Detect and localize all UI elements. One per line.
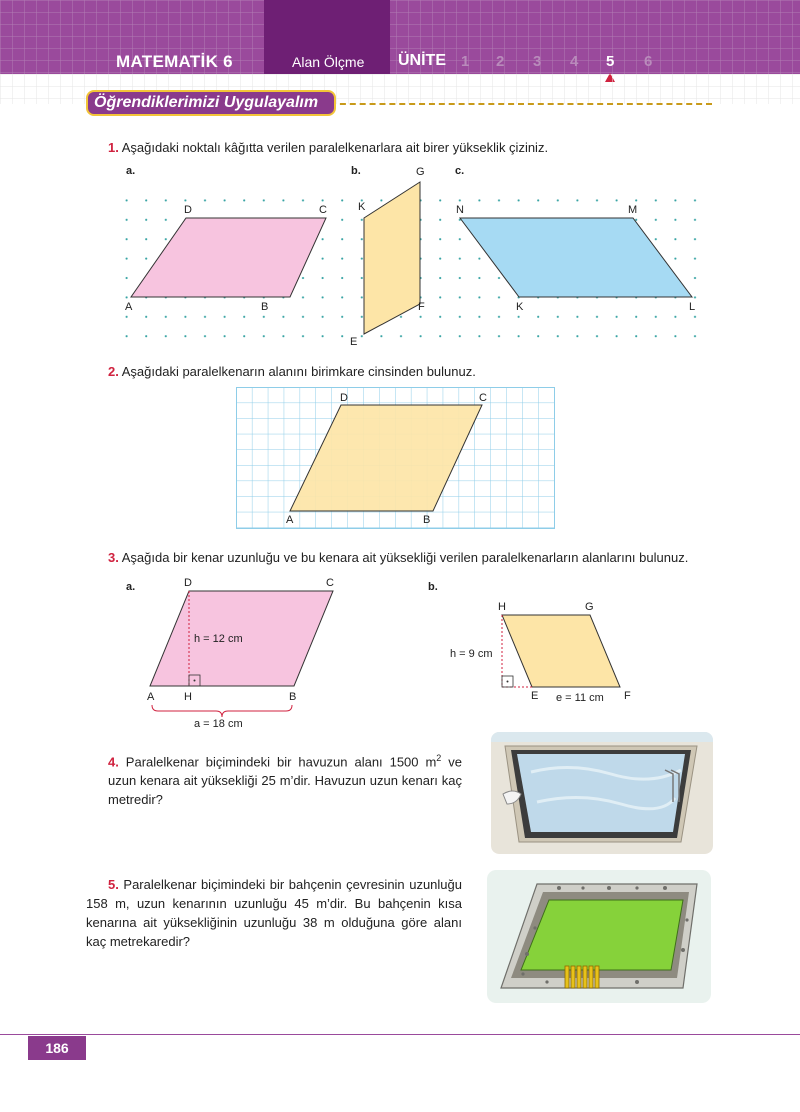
q3a-height-label: h = 12 cm (194, 633, 243, 645)
question-2-text: Aşağıdaki paralelkenarın alanını birimkare cinsinden bulunuz. (121, 364, 476, 379)
q3a-base-brace-icon (152, 705, 292, 717)
q1b-vertex-G: G (416, 166, 425, 178)
q3b-vertex-G: G (585, 601, 594, 613)
q3-part-a-label: a. (126, 581, 136, 593)
question-5-text: Paralelkenar biçimindeki bir bahçenin çevresinin uzunluğu 158 m, uzun kenarının uzunluğu 45 m’dir. Bu bahçenin kısa kenarına ait yüksekliğinin uzunluğu 38 m olduğuna göre alanı kaç metrekaredir? (86, 877, 462, 949)
q3a-vertex-D: D (184, 577, 192, 589)
q3a-vertex-A: A (147, 691, 155, 703)
unit-number-3: 3 (533, 53, 542, 70)
question-1-text: Aşağıdaki noktalı kâğıtta verilen paralelkenarlara ait birer yükseklik çiziniz. (121, 140, 549, 155)
q1a-vertex-A: A (125, 301, 133, 313)
q3a-figure (140, 585, 350, 725)
question-5-number: 5. (108, 877, 119, 892)
q1c-vertex-N: N (456, 204, 464, 216)
pool-illustration (491, 732, 713, 854)
q3b-height-label: h = 9 cm (450, 648, 493, 660)
question-4-text-part-2: ve uzun kenara ait yüksekliği 25 m’dir. Havuzun uzun kenarı kaç metredir? (108, 754, 462, 808)
q3-part-b-label: b. (428, 581, 438, 593)
page-header (0, 0, 800, 74)
q3b-figure (495, 605, 635, 695)
subject-title: MATEMATİK 6 (116, 52, 233, 71)
q1b-vertex-E: E (350, 336, 358, 348)
q1-part-c-label: c. (455, 165, 465, 177)
q3a-vertex-H: H (184, 691, 192, 703)
question-4-number: 4. (108, 754, 119, 770)
q1b-vertex-F: F (418, 301, 425, 313)
q1c-vertex-L: L (689, 301, 696, 313)
q1a-vertex-C: C (319, 204, 327, 216)
question-4 (108, 749, 462, 809)
question-1-number: 1. (108, 140, 119, 155)
q1-part-a-label: a. (126, 165, 136, 177)
q1a-vertex-B: B (261, 301, 269, 313)
question-4-superscript: 2 (436, 753, 442, 763)
q2-vertex-B: B (423, 514, 431, 526)
unit-number-4: 4 (570, 53, 579, 70)
q1c-vertex-K: K (516, 301, 524, 313)
q2-vertex-A: A (286, 514, 294, 526)
q2-vertex-D: D (340, 392, 348, 404)
unit-number-1: 1 (461, 53, 470, 70)
q3b-base-label: e = 11 cm (556, 692, 604, 704)
q3b-parallelogram (502, 615, 620, 687)
q2-square-grid (236, 387, 556, 530)
topic-title: Alan Ölçme (292, 54, 365, 70)
q1c-vertex-M: M (628, 204, 638, 216)
q3b-vertex-H: H (498, 601, 506, 613)
q1-part-b-label: b. (351, 165, 361, 177)
question-3 (108, 550, 688, 565)
unit-number-5: 5 (606, 53, 615, 70)
q2-vertex-C: C (479, 392, 487, 404)
q3a-vertex-C: C (326, 577, 334, 589)
banner-dashed-line (330, 103, 712, 105)
q3a-base-label: a = 18 cm (194, 718, 243, 730)
question-2 (108, 364, 476, 379)
footer-line (0, 1034, 800, 1035)
question-1 (108, 140, 548, 155)
q1b-vertex-K: K (358, 201, 366, 213)
unit-label: ÜNİTE (398, 52, 446, 69)
section-title: Öğrendiklerimizi Uygulayalım (94, 94, 319, 111)
unit-number-2: 2 (496, 53, 505, 70)
q1-dot-paper (100, 160, 710, 350)
question-3-text: Aşağıda bir kenar uzunluğu ve bu kenara ait yüksekliği verilen paralelkenarların alanlarını bulunuz. (121, 550, 689, 565)
question-3-number: 3. (108, 550, 119, 565)
question-2-number: 2. (108, 364, 119, 379)
garden-illustration (487, 870, 711, 1003)
page-number: 186 (28, 1036, 86, 1060)
q3b-vertex-E: E (531, 690, 539, 702)
q3a-vertex-B: B (289, 691, 297, 703)
q1a-vertex-D: D (184, 204, 192, 216)
unit-number-6: 6 (644, 53, 653, 70)
q3b-vertex-F: F (624, 690, 631, 702)
question-4-text-part-1: Paralelkenar biçimindeki bir havuzun alanı 1500 m (125, 754, 437, 770)
question-5 (86, 875, 462, 951)
